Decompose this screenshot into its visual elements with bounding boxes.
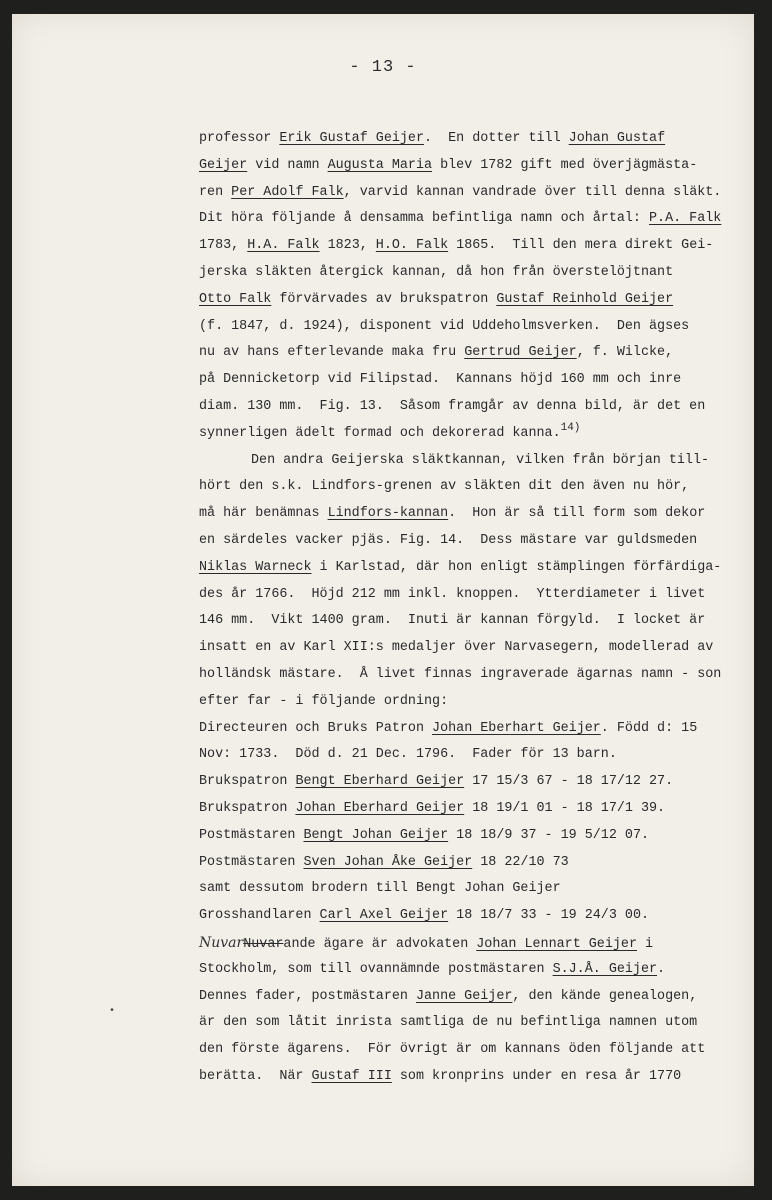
text-line: NuvarNuvarande ägare är advokaten Johan Lennart Geijer i: [199, 934, 654, 952]
text-line: samt dessutom brodern till Bengt Johan Geijer: [199, 881, 561, 897]
text-line: en särdeles vacker pjäs. Fig. 14. Dess mästare var guldsmeden: [199, 532, 698, 548]
text-line: Dit höra följande å densamma befintliga namn och årtal: P.A. Falk: [199, 211, 722, 227]
underlined-name: Johan Eberhard Geijer: [295, 800, 465, 816]
text-line: nu av hans efterlevande maka fru Gertrud Geijer, f. Wilcke,: [199, 345, 674, 361]
text-line: berätta. När Gustaf III som kronprins under en resa år 1770: [199, 1068, 682, 1084]
text-line: den förste ägarens. För övrigt är om kannans öden följande att: [199, 1042, 706, 1058]
text-line: holländsk mästare. Å livet finnas ingraverade ägarnas namn - son: [199, 666, 722, 682]
text-line: insatt en av Karl XII:s medaljer över Narvasegern, modellerad av: [199, 640, 714, 656]
underlined-name: Johan Gustaf: [568, 131, 666, 146]
text-line: diam. 130 mm. Fig. 13. Såsom framgår av denna bild, är det en: [199, 398, 706, 414]
underlined-name: Carl Axel Geijer: [319, 908, 449, 924]
ink-speck: •: [109, 1006, 116, 1017]
underlined-name: Erik Gustaf Geijer: [279, 131, 425, 146]
text-line: 1783, H.A. Falk 1823, H.O. Falk 1865. Till den mera direkt Gei-: [199, 238, 714, 254]
text-line: Dennes fader, postmästaren Janne Geijer, den kände genealogen,: [199, 988, 698, 1004]
text-line: Brukspatron Johan Eberhard Geijer 18 19/1 01 - 18 17/1 39.: [199, 800, 666, 816]
underlined-name: H.O. Falk: [375, 238, 449, 254]
text-line: Geijer vid namn Augusta Maria blev 1782 gift med överjägmästa-: [199, 157, 698, 173]
handwritten-correction: Nuvar: [199, 934, 244, 951]
text-line: 146 mm. Vikt 1400 gram. Inuti är kannan förgyld. I locket är: [199, 613, 706, 629]
underlined-name: Sven Johan Åke Geijer: [303, 854, 473, 870]
underlined-name: Gertrud Geijer: [464, 345, 577, 361]
text-line: hört den s.k. Lindfors-grenen av släkten dit den även nu hör,: [199, 479, 690, 495]
text-line: Den andra Geijerska släktkannan, vilken från början till-: [251, 452, 710, 468]
text-line: Nov: 1733. Död d. 21 Dec. 1796. Fader för 13 barn.: [199, 747, 617, 763]
text-line: är den som låtit inrista samtliga de nu befintliga namnen utom: [199, 1015, 698, 1031]
underlined-name: H.A. Falk: [247, 238, 320, 254]
underlined-name: Johan Eberhart Geijer: [432, 720, 601, 736]
text-line: jerska släkten återgick kannan, då hon från överstelöjtnant: [199, 264, 674, 280]
text-line: Stockholm, som till ovannämnde postmästaren S.J.Å. Geijer.: [199, 961, 666, 977]
text-line: Directeuren och Bruks Patron Johan Eberhart Geijer. Född d: 15: [199, 720, 698, 736]
underlined-name: Geijer: [199, 157, 248, 173]
underlined-name: Gustaf III: [311, 1068, 392, 1084]
underlined-name: Niklas Warneck: [199, 559, 312, 575]
text-line: Otto Falk förvärvades av brukspatron Gustaf Reinhold Geijer: [199, 291, 674, 307]
text-line: Brukspatron Bengt Eberhard Geijer 17 15/3 67 - 18 17/12 27.: [199, 774, 674, 790]
text-line: efter far - i följande ordning:: [199, 693, 449, 709]
underlined-name: Otto Falk: [199, 291, 272, 307]
struck-text: Nuvar: [243, 936, 284, 952]
text-line: må här benämnas Lindfors-kannan. Hon är så till form som dekor: [199, 506, 706, 522]
text-line: Niklas Warneck i Karlstad, där hon enligt stämplingen förfärdiga-: [199, 559, 722, 575]
document-page: [12, 14, 754, 1186]
underlined-name: P.A. Falk: [649, 211, 722, 227]
text-line: Postmästaren Bengt Johan Geijer 18 18/9 37 - 19 5/12 07.: [199, 827, 650, 843]
underlined-name: Johan Lennart Geijer: [476, 936, 637, 952]
text-line: professor Erik Gustaf Geijer. En dotter till Johan Gustaf: [199, 131, 666, 146]
underlined-name: Augusta Maria: [327, 157, 433, 173]
underlined-name: S.J.Å. Geijer: [552, 961, 658, 977]
text-line: (f. 1847, d. 1924), disponent vid Uddeholmsverken. Den ägses: [199, 318, 690, 334]
text-line: Postmästaren Sven Johan Åke Geijer 18 22/10 73: [199, 854, 569, 870]
underlined-name: Janne Geijer: [415, 988, 513, 1004]
underlined-name: Bengt Eberhard Geijer: [295, 774, 465, 790]
text-line: Grosshandlaren Carl Axel Geijer 18 18/7 33 - 19 24/3 00.: [199, 908, 650, 924]
text-line: synnerligen ädelt formad och dekorerad kanna.$^{14)}$: [199, 421, 581, 441]
underlined-name: Gustaf Reinhold Geijer: [496, 291, 674, 307]
underlined-name: Per Adolf Falk: [231, 184, 344, 200]
text-line: på Dennicketorp vid Filipstad. Kannans höjd 160 mm och inre: [199, 372, 682, 388]
text-line: ren Per Adolf Falk, varvid kannan vandrade över till denna släkt.: [199, 184, 722, 200]
underlined-name: Lindfors-kannan: [327, 506, 449, 522]
typewritten-text-body: [199, 126, 739, 1091]
page-number: - 13 -: [349, 58, 417, 77]
footnote-marker: 14): [560, 421, 581, 434]
text-line: des år 1766. Höjd 212 mm inkl. knoppen. Ytterdiameter i livet: [199, 586, 706, 602]
underlined-name: Bengt Johan Geijer: [303, 827, 449, 843]
